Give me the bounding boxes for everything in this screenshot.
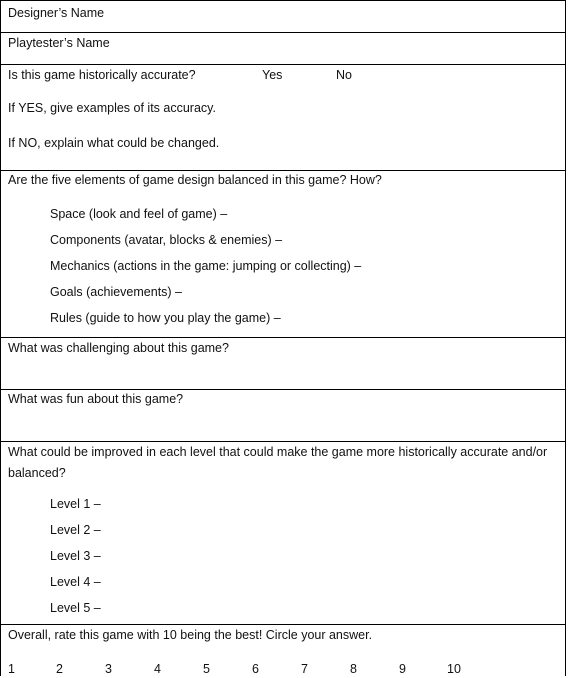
if-no-prompt: If NO, explain what could be changed. <box>8 136 220 150</box>
accuracy-section <box>1 65 565 171</box>
playtester-name-label: Playtester’s Name <box>8 36 110 50</box>
playtester-name-row <box>1 33 565 65</box>
rating-option-4[interactable]: 4 <box>154 662 161 676</box>
designer-name-row <box>1 1 565 33</box>
element-mechanics: Mechanics (actions in the game: jumping or collecting) – <box>50 259 362 273</box>
rating-option-10[interactable]: 10 <box>447 662 461 676</box>
elements-section <box>1 171 565 338</box>
no-option: No <box>336 68 352 82</box>
element-goals: Goals (achievements) – <box>50 285 183 299</box>
rating-option-5[interactable]: 5 <box>203 662 210 676</box>
challenging-section <box>1 338 565 390</box>
challenging-question: What was challenging about this game? <box>8 341 229 355</box>
rating-option-8[interactable]: 8 <box>350 662 357 676</box>
accuracy-question: Is this game historically accurate? <box>8 68 196 82</box>
designer-name-label: Designer’s Name <box>8 6 105 20</box>
level-3: Level 3 – <box>50 549 101 563</box>
improve-section <box>1 442 565 625</box>
element-components: Components (avatar, blocks & enemies) – <box>50 233 283 247</box>
level-5: Level 5 – <box>50 601 101 615</box>
if-yes-prompt: If YES, give examples of its accuracy. <box>8 101 216 115</box>
improve-question: What could be improved in each level that could make the game more historically accurate and/or balanced? <box>8 445 548 480</box>
rating-option-9[interactable]: 9 <box>399 662 406 676</box>
yes-option: Yes <box>262 68 283 82</box>
level-1: Level 1 – <box>50 497 101 511</box>
level-2: Level 2 – <box>50 523 101 537</box>
rating-option-6[interactable]: 6 <box>252 662 259 676</box>
rating-option-7[interactable]: 7 <box>301 662 308 676</box>
rating-option-1[interactable]: 1 <box>8 662 15 676</box>
element-space: Space (look and feel of game) – <box>50 207 228 221</box>
rating-prompt: Overall, rate this game with 10 being the best! Circle your answer. <box>8 628 373 642</box>
level-4: Level 4 – <box>50 575 101 589</box>
rating-section <box>1 625 565 678</box>
elements-question: Are the five elements of game design balanced in this game? How? <box>8 173 382 187</box>
rating-option-2[interactable]: 2 <box>56 662 63 676</box>
rating-option-3[interactable]: 3 <box>105 662 112 676</box>
element-rules: Rules (guide to how you play the game) – <box>50 311 281 325</box>
fun-question: What was fun about this game? <box>8 392 184 406</box>
fun-section <box>1 390 565 442</box>
